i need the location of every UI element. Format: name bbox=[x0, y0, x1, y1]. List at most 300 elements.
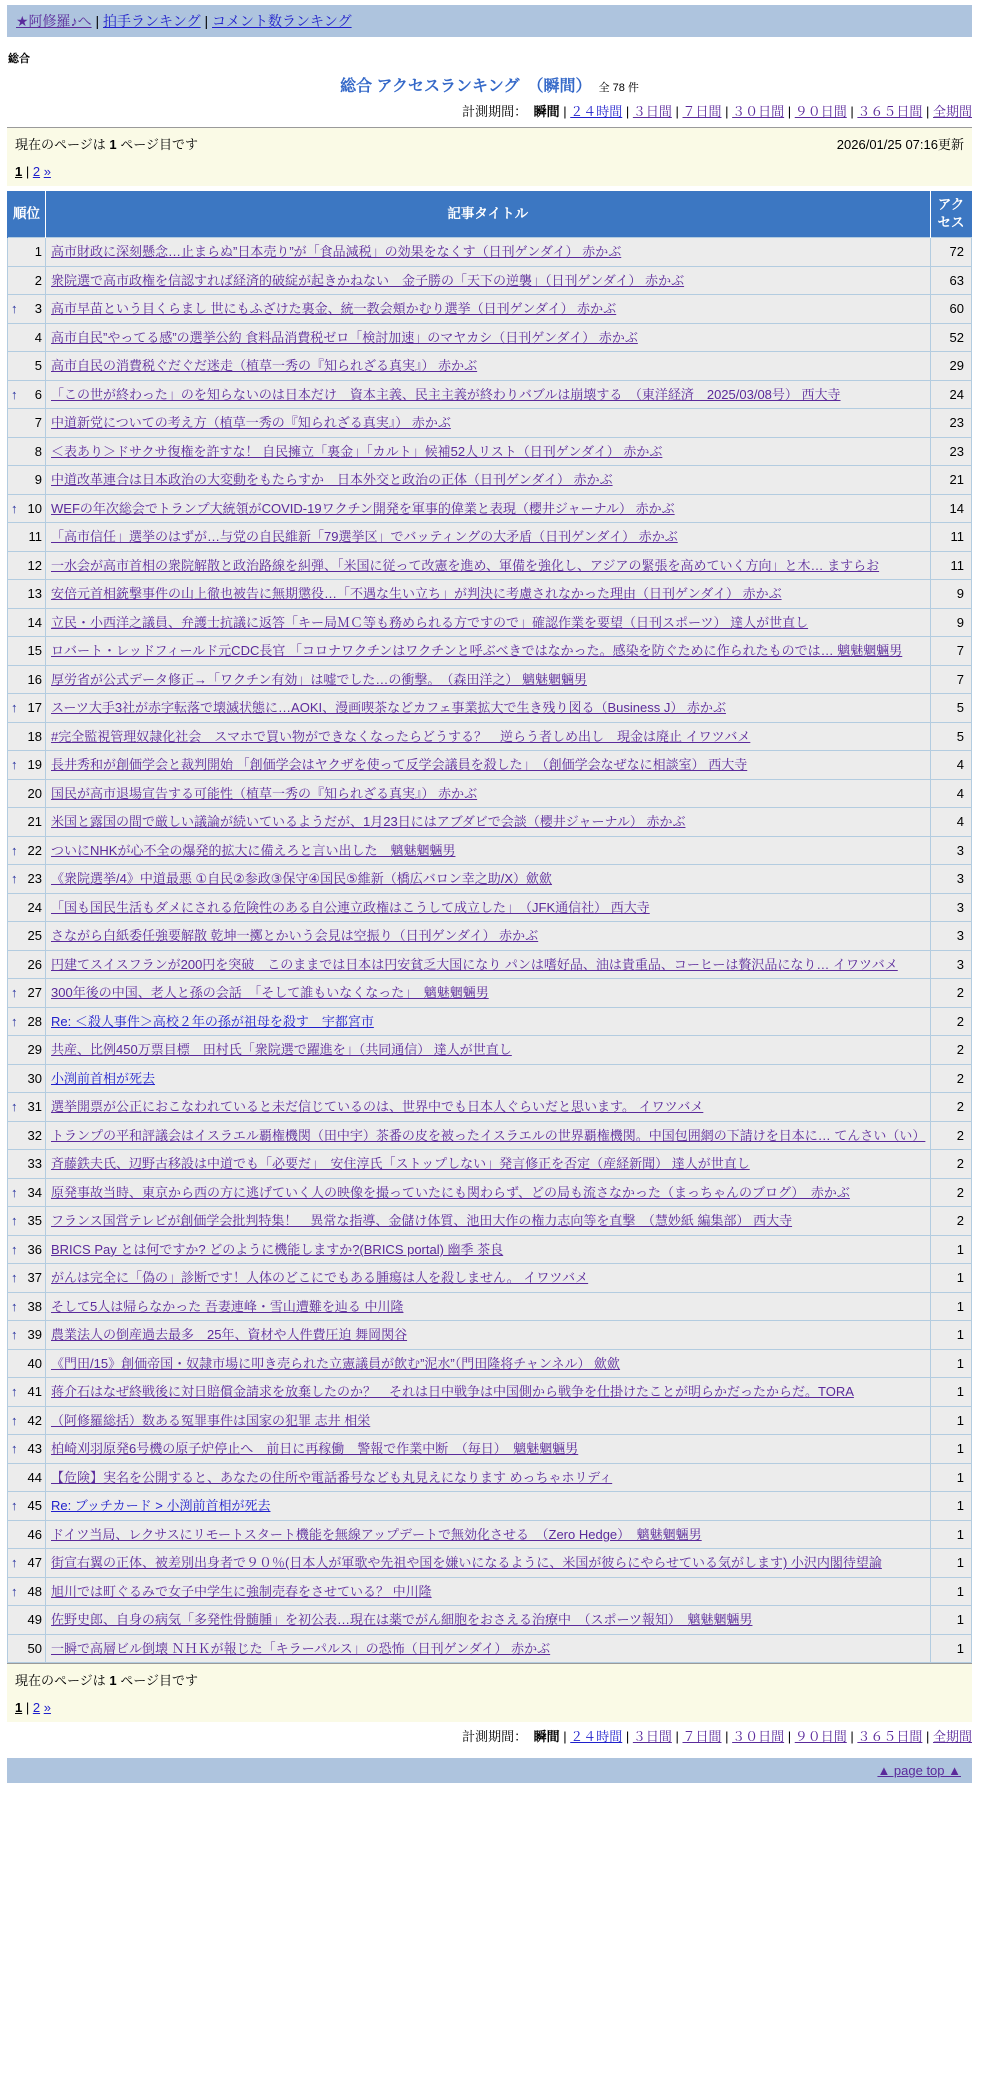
pagination bbox=[15, 164, 964, 179]
rank-cell bbox=[8, 808, 46, 837]
rank-cell bbox=[8, 1264, 46, 1293]
access-count: 1 bbox=[930, 1634, 972, 1663]
access-count: 1 bbox=[930, 1549, 972, 1578]
article-link[interactable]: 一水会が高市首相の衆院解散と政治路線を糾弾、「米国に従って改憲を進め、軍備を強化し、アジアの緊張を高めていく方向」と木… ますらお bbox=[51, 557, 880, 573]
rank-number: 27 bbox=[27, 985, 42, 1001]
separator: | bbox=[671, 1729, 683, 1745]
rank-number: 36 bbox=[27, 1241, 42, 1257]
rank-number: 11 bbox=[28, 529, 42, 545]
rank-cell bbox=[8, 865, 46, 894]
article-link[interactable]: 《衆院選挙/4》中道最悪 ①自民②参政③保守④国民⑤維新（橋広バロン幸之助/X）歛歛 bbox=[51, 871, 553, 887]
rank-wrap bbox=[11, 1468, 42, 1488]
rank-number: 26 bbox=[27, 956, 42, 972]
access-count: 29 bbox=[930, 352, 972, 381]
rank-cell bbox=[8, 1520, 46, 1549]
article-link[interactable]: 「高市信任」選挙のはずが…与党の自民維新「79選挙区」でバッティングの大矛盾（日刊ゲンダイ） 赤かぶ bbox=[51, 529, 678, 545]
separator: | bbox=[784, 1729, 795, 1745]
article-link[interactable]: 旭川では町ぐるみで女子中学生に強制売春をさせている？ 中川隆 bbox=[51, 1583, 432, 1599]
separator: | bbox=[200, 13, 212, 29]
up-arrow-icon: ↑ bbox=[11, 1213, 18, 1229]
article-link[interactable]: トランプの平和評議会はイスラエル覇権機関（田中宇）茶番の皮を被ったイスラエルの世界覇権機関。中国包囲網の下請けを日本に… てんさい（い） bbox=[51, 1127, 926, 1143]
rank-cell bbox=[8, 437, 46, 466]
article-link[interactable]: BRICS Pay とは何ですか? どのように機能しますか?(BRICS portal) 幽季 茶良 bbox=[51, 1241, 504, 1257]
article-link[interactable]: 長井秀和が創価学会と裁判開始 「創価学会はヤクザを使って反学会議員を殺した」 （創価学会なぜなに相談室） 西大寺 bbox=[51, 757, 748, 773]
period-link-2[interactable]: ３日間 bbox=[632, 1729, 672, 1745]
article-link[interactable]: #完全監視管理奴隷化社会 スマホで買い物ができなくなったらどうする？ 逆らう者しめ出し 現金は廃止 イワツバメ bbox=[51, 728, 751, 744]
access-count: 1 bbox=[930, 1321, 972, 1350]
table-row bbox=[8, 722, 972, 751]
article-title-cell bbox=[46, 779, 931, 808]
separator: | bbox=[559, 104, 571, 119]
separator: | bbox=[22, 1700, 33, 1716]
rank-cell bbox=[8, 1492, 46, 1521]
up-arrow-icon: ↑ bbox=[11, 985, 18, 1001]
article-link[interactable]: さながら白紙委任強要解散 乾坤一擲とかいう会見は空振り（日刊ゲンダイ） 赤かぶ bbox=[51, 928, 539, 944]
rank-cell bbox=[8, 665, 46, 694]
article-title-cell bbox=[46, 323, 931, 352]
access-count: 63 bbox=[930, 266, 972, 295]
bottom-bar bbox=[7, 1758, 972, 1783]
pagination-next[interactable]: » bbox=[43, 164, 51, 179]
table-row bbox=[8, 1007, 972, 1036]
article-title-cell bbox=[46, 551, 931, 580]
article-link[interactable]: 高市財政に深刻懸念…止まらぬ”日本売り”が「食品減税」の効果をなくす（日刊ゲンダイ） 赤かぶ bbox=[51, 244, 622, 260]
rank-number: 16 bbox=[27, 671, 42, 687]
article-title-cell bbox=[46, 466, 931, 495]
access-count: 1 bbox=[930, 1378, 972, 1407]
rank-number: 48 bbox=[27, 1583, 42, 1599]
rank-wrap bbox=[11, 242, 42, 262]
article-title-cell bbox=[46, 950, 931, 979]
table-row bbox=[8, 1093, 972, 1122]
article-title-cell bbox=[46, 751, 931, 780]
access-count: 21 bbox=[930, 466, 972, 495]
rank-cell bbox=[8, 1235, 46, 1264]
rank-cell bbox=[8, 1292, 46, 1321]
table-row bbox=[8, 637, 972, 666]
rank-wrap bbox=[11, 1240, 42, 1260]
article-title-cell bbox=[46, 409, 931, 438]
article-title-cell bbox=[46, 1292, 931, 1321]
article-link[interactable]: ドイツ当局、レクサスにリモートスタート機能を無線アップデートで無効化させる （Zero Hedge） 魑魅魍魎男 bbox=[51, 1526, 702, 1542]
article-title-cell bbox=[46, 1549, 931, 1578]
rank-cell bbox=[8, 1036, 46, 1065]
article-link[interactable]: Re: ブッチカード > 小渕前首相が死去 bbox=[51, 1498, 271, 1514]
rank-cell bbox=[8, 751, 46, 780]
article-link[interactable]: 高市自民”やってる感”の選挙公約 食料品消費税ゼロ「検討加速」のマヤカシ（日刊ゲンダイ） 赤かぶ bbox=[51, 329, 638, 345]
separator: | bbox=[559, 1729, 571, 1745]
up-arrow-icon: ↑ bbox=[11, 1270, 18, 1286]
period-link-3[interactable]: ７日間 bbox=[682, 104, 722, 119]
article-title-cell bbox=[46, 1520, 931, 1549]
rank-number: 1 bbox=[34, 244, 42, 260]
up-arrow-icon: ↑ bbox=[11, 1298, 18, 1314]
article-link[interactable]: 中道新党についての考え方（植草一秀の『知られざる真実』） 赤かぶ bbox=[51, 415, 451, 431]
rank-wrap bbox=[11, 955, 42, 975]
rank-wrap bbox=[11, 1211, 42, 1231]
table-row bbox=[8, 238, 972, 267]
rank-wrap bbox=[11, 1411, 42, 1431]
article-link[interactable]: ロバート・レッドフィールド元CDC長官 「コロナワクチンはワクチンと呼ぶべきではなかった。感染を防ぐために作られたものでは… 魑魅魍魎男 bbox=[51, 643, 903, 659]
table-row bbox=[8, 295, 972, 324]
article-title-cell bbox=[46, 1378, 931, 1407]
table-row bbox=[8, 551, 972, 580]
period-link-7[interactable]: 全期間 bbox=[932, 1729, 972, 1745]
access-count: 1 bbox=[930, 1492, 972, 1521]
access-count: 14 bbox=[930, 494, 972, 523]
rank-number: 2 bbox=[34, 272, 42, 288]
rank-number: 10 bbox=[27, 500, 42, 516]
article-title-cell bbox=[46, 1634, 931, 1663]
pagination-current-page: 1 bbox=[15, 1700, 23, 1716]
rank-cell bbox=[8, 1577, 46, 1606]
article-link[interactable]: 米国と露国の間で厳しい議論が続いているようだが、1月23日にはアブダビで会談（櫻井ジャーナル） 赤かぶ bbox=[51, 814, 686, 830]
article-link[interactable]: 立民・小西洋之議員、弁護士抗議に返答「キー局ＭＣ等も務められる方ですので」確認作業を要望（日刊スポーツ） 達人が世直し bbox=[51, 614, 809, 630]
rank-number: 23 bbox=[27, 871, 42, 887]
rank-wrap bbox=[11, 1382, 42, 1402]
up-arrow-icon: ↑ bbox=[11, 500, 18, 516]
access-count: 1 bbox=[930, 1577, 972, 1606]
article-link[interactable]: （阿修羅総括）数ある冤罪事件は国家の犯罪 志井 相栄 bbox=[51, 1412, 371, 1428]
rank-cell bbox=[8, 836, 46, 865]
article-title-cell bbox=[46, 1064, 931, 1093]
rank-number: 32 bbox=[27, 1127, 42, 1143]
table-row bbox=[8, 1435, 972, 1464]
up-arrow-icon: ↑ bbox=[11, 1099, 18, 1115]
article-link[interactable]: 「この世が終わった」のを知らないのは日本だけ 資本主義、民主主義が終わりバブルは崩壊する （東洋経済 2025/03/08号） 西大寺 bbox=[51, 386, 841, 402]
table-row bbox=[8, 1606, 972, 1635]
rank-cell bbox=[8, 608, 46, 637]
page-info-box-top bbox=[7, 127, 972, 186]
rank-wrap bbox=[11, 1325, 42, 1345]
nav-link-comment-ranking[interactable]: コメント数ランキング bbox=[212, 13, 352, 29]
rank-number: 46 bbox=[27, 1526, 42, 1542]
up-arrow-icon: ↑ bbox=[11, 1412, 18, 1428]
table-row bbox=[8, 1406, 972, 1435]
separator: | bbox=[721, 1729, 733, 1745]
article-link[interactable]: 小渕前首相が死去 bbox=[51, 1070, 156, 1086]
rank-wrap bbox=[11, 299, 42, 319]
separator: | bbox=[721, 104, 733, 119]
rank-number: 33 bbox=[27, 1156, 42, 1172]
pagination-next[interactable]: » bbox=[43, 1700, 51, 1716]
article-link[interactable]: そして5人は帰らなかった 吾妻連峰・雪山遭難を辿る 中川隆 bbox=[51, 1298, 404, 1314]
rank-number: 41 bbox=[27, 1384, 42, 1400]
article-title-cell bbox=[46, 523, 931, 552]
rank-cell bbox=[8, 266, 46, 295]
rank-wrap bbox=[11, 1069, 42, 1089]
article-link[interactable]: 街宣右翼の正体、被差別出身者で９０％(日本人が軍歌や先祖や国を嫌いになるように、米国が彼らにやらせている気がします) 小沢内閣待望論 bbox=[51, 1555, 882, 1571]
period-link-4[interactable]: ３０日間 bbox=[732, 1729, 785, 1745]
rank-wrap bbox=[11, 584, 42, 604]
article-link[interactable]: 国民が高市退場宣告する可能性（植草一秀の『知られざる真実』） 赤かぶ bbox=[51, 785, 478, 801]
article-link[interactable]: スーツ大手3社が赤字転落で壊滅状態に…AOKI、漫画喫茶などカフェ事業拡大で生き残り図る（Business J） 赤かぶ bbox=[51, 700, 726, 716]
rank-cell bbox=[8, 352, 46, 381]
access-count: 24 bbox=[930, 380, 972, 409]
rank-cell bbox=[8, 295, 46, 324]
article-link[interactable]: 【危険】実名を公開すると、あなたの住所や電話番号なども丸見えになります めっちゃホリディ bbox=[51, 1469, 613, 1485]
top-nav-bar bbox=[7, 5, 972, 37]
rank-number: 38 bbox=[27, 1298, 42, 1314]
article-link[interactable]: ＜表あり＞ドサクサ復権を許すな！ 自民擁立「裏金」「カルト」候補52人リスト（日刊ゲンダイ） 赤かぶ bbox=[51, 443, 663, 459]
ranking-table bbox=[7, 191, 972, 1663]
table-row bbox=[8, 808, 972, 837]
table-row bbox=[8, 1207, 972, 1236]
rank-number: 18 bbox=[27, 728, 42, 744]
article-link[interactable]: 《門田/15》創価帝国・奴隷市場に叩き売られた立憲議員が飲む”泥水”（門田隆将チャンネル） 歛歛 bbox=[51, 1355, 621, 1371]
rank-cell bbox=[8, 1321, 46, 1350]
period-label: 計測期間： bbox=[462, 1729, 534, 1745]
rank-cell bbox=[8, 979, 46, 1008]
rank-cell bbox=[8, 950, 46, 979]
page-info-box-bottom bbox=[7, 1663, 972, 1722]
rank-cell bbox=[8, 238, 46, 267]
article-title-cell bbox=[46, 1007, 931, 1036]
period-link-3[interactable]: ７日間 bbox=[682, 1729, 722, 1745]
nav-link-asyura-home[interactable]: ★阿修羅♪へ bbox=[16, 13, 92, 29]
article-title-cell bbox=[46, 380, 931, 409]
separator: | bbox=[846, 104, 858, 119]
rank-wrap bbox=[11, 442, 42, 462]
rank-number: 3 bbox=[34, 301, 42, 317]
article-link[interactable]: 300年後の中国、老人と孫の会話 「そして誰もいなくなった」 魑魅魍魎男 bbox=[51, 985, 489, 1001]
article-title-cell bbox=[46, 1235, 931, 1264]
article-link[interactable]: 「国も国民生活もダメにされる危険性のある自公連立政権はこうして成立した」 （JFK通信社） 西大寺 bbox=[51, 899, 650, 915]
article-link[interactable]: ついにNHKが心不全の爆発的拡大に備えろと言い出した 魑魅魍魎男 bbox=[51, 842, 456, 858]
article-link[interactable]: WEFの年次総会でトランプ大統領がCOVID-19ワクチン開発を軍事的偉業と表現（櫻井ジャーナル） 赤かぶ bbox=[51, 500, 675, 516]
table-row bbox=[8, 1634, 972, 1663]
up-arrow-icon: ↑ bbox=[11, 1013, 18, 1029]
period-link-1[interactable]: ２４時間 bbox=[570, 1729, 623, 1745]
access-count: 3 bbox=[930, 950, 972, 979]
up-arrow-icon: ↑ bbox=[11, 1441, 18, 1457]
article-link[interactable]: 斉藤鉄夫氏、辺野古移設は中道でも「必要だ」 安住淳氏「ストップしない」発言修正を否定（産経新聞） 達人が世直し bbox=[51, 1156, 750, 1172]
article-title-cell bbox=[46, 1150, 931, 1179]
article-link[interactable]: 共産、比例450万票目標 田村氏「衆院選で躍進を」（共同通信） 達人が世直し bbox=[51, 1042, 512, 1058]
article-link[interactable]: フランス国営テレビが創価学会批判特集！ 異常な指導、金儲け体質、池田大作の権力志向等を直撃 （慧妙紙 編集部） 西大寺 bbox=[51, 1213, 793, 1229]
article-link[interactable]: 安倍元首相銃撃事件の山上徹也被告に無期懲役…「不遇な生い立ち」が判決に考慮されなかった理由（日刊ゲンダイ） 赤かぶ bbox=[51, 586, 782, 602]
access-count: 5 bbox=[930, 722, 972, 751]
up-arrow-icon: ↑ bbox=[11, 700, 18, 716]
period-current: 瞬間 bbox=[533, 1729, 560, 1745]
access-count: 2 bbox=[930, 1093, 972, 1122]
period-link-4[interactable]: ３０日間 bbox=[732, 104, 785, 119]
article-link[interactable]: 原発事故当時、東京から西の方に逃げていく人の映像を撮っていたにも関わらず、どの局も流さなかった（まっちゃんのブログ） 赤かぶ bbox=[51, 1184, 850, 1200]
pagination-page-2[interactable]: 2 bbox=[32, 1700, 41, 1716]
rank-cell bbox=[8, 1378, 46, 1407]
access-count: 3 bbox=[930, 865, 972, 894]
rank-number: 28 bbox=[27, 1013, 42, 1029]
rank-number: 35 bbox=[27, 1213, 42, 1229]
period-link-7[interactable]: 全期間 bbox=[932, 104, 972, 119]
rank-cell bbox=[8, 637, 46, 666]
period-link-6[interactable]: ３６５日間 bbox=[857, 104, 923, 119]
period-current: 瞬間 bbox=[533, 104, 560, 119]
article-title-cell bbox=[46, 352, 931, 381]
up-arrow-icon: ↑ bbox=[11, 1327, 18, 1343]
rank-cell bbox=[8, 466, 46, 495]
current-page-text: 現在のページは 1 ページ目です bbox=[15, 137, 198, 152]
table-row bbox=[8, 1378, 972, 1407]
rank-wrap bbox=[11, 670, 42, 690]
article-title-cell bbox=[46, 922, 931, 951]
table-row bbox=[8, 1064, 972, 1093]
period-link-1[interactable]: ２４時間 bbox=[570, 104, 623, 119]
table-row bbox=[8, 352, 972, 381]
article-link[interactable]: 高市早苗という目くらまし 世にもふざけた裏金、統一教会頬かむり選挙（日刊ゲンダイ） 赤かぶ bbox=[51, 301, 617, 317]
article-link[interactable]: 選挙開票が公正におこなわれていると未だ信じているのは、世界中でも日本人ぐらいだと思います。 イワツバメ bbox=[51, 1099, 704, 1115]
article-link[interactable]: 一瞬で高層ビル倒壊 ＮＨＫが報じた「キラーパルス」の恐怖（日刊ゲンダイ） 赤かぶ bbox=[51, 1640, 551, 1656]
period-link-5[interactable]: ９０日間 bbox=[794, 104, 847, 119]
rank-cell bbox=[8, 1463, 46, 1492]
access-count: 2 bbox=[930, 1150, 972, 1179]
rank-cell bbox=[8, 1150, 46, 1179]
rank-number: 37 bbox=[27, 1270, 42, 1286]
article-title-cell bbox=[46, 694, 931, 723]
page-top-link[interactable]: ▲ page top ▲ bbox=[877, 1763, 961, 1779]
up-arrow-icon: ↑ bbox=[11, 842, 18, 858]
pagination-page-2[interactable]: 2 bbox=[32, 164, 41, 179]
access-count: 1 bbox=[930, 1606, 972, 1635]
table-row bbox=[8, 437, 972, 466]
article-title-cell bbox=[46, 1178, 931, 1207]
access-count: 52 bbox=[930, 323, 972, 352]
rank-cell bbox=[8, 1634, 46, 1663]
rank-wrap bbox=[11, 1639, 42, 1659]
rank-number: 12 bbox=[27, 557, 42, 573]
up-arrow-icon: ↑ bbox=[11, 871, 18, 887]
up-arrow-icon: ↑ bbox=[11, 1583, 18, 1599]
article-title-cell bbox=[46, 1492, 931, 1521]
rank-cell bbox=[8, 722, 46, 751]
rank-wrap bbox=[11, 898, 42, 918]
rank-wrap bbox=[11, 698, 42, 718]
rank-wrap bbox=[11, 1040, 42, 1060]
access-count: 7 bbox=[930, 665, 972, 694]
rank-number: 49 bbox=[27, 1612, 42, 1628]
rank-cell bbox=[8, 1406, 46, 1435]
article-link[interactable]: 厚労省が公式データ修正→「ワクチン有効」は嘘でした…の衝撃。 （森田洋之） 魑魅魍魎男 bbox=[51, 671, 587, 687]
article-title-cell bbox=[46, 1207, 931, 1236]
article-link[interactable]: 高市自民の消費税ぐだぐだ迷走（植草一秀の『知られざる真実』） 赤かぶ bbox=[51, 358, 478, 374]
article-title-cell bbox=[46, 1036, 931, 1065]
rank-number: 42 bbox=[27, 1412, 42, 1428]
rank-cell bbox=[8, 1064, 46, 1093]
article-link[interactable]: 円建てスイスフランが200円を突破 このままでは日本は円安貧乏大国になり パンは嗜好品、油は貴重品、コーヒーは贅沢品になり… イワツバメ bbox=[51, 956, 898, 972]
table-row bbox=[8, 836, 972, 865]
rank-cell bbox=[8, 1121, 46, 1150]
article-link[interactable]: 衆院選で高市政権を信認すれば経済的破綻が起きかねない 金子勝の「天下の逆襲」（日刊ゲンダイ） 赤かぶ bbox=[51, 272, 685, 288]
rank-number: 47 bbox=[27, 1555, 42, 1571]
rank-wrap bbox=[11, 1012, 42, 1032]
column-header-title: 記事タイトル bbox=[46, 191, 931, 238]
article-title-cell bbox=[46, 1321, 931, 1350]
column-header-access: アクセス bbox=[930, 191, 972, 238]
period-selector-bottom bbox=[7, 1726, 972, 1745]
rank-wrap bbox=[11, 385, 42, 405]
table-row bbox=[8, 893, 972, 922]
table-row bbox=[8, 466, 972, 495]
access-count: 1 bbox=[930, 1264, 972, 1293]
rank-cell bbox=[8, 580, 46, 609]
article-link[interactable]: 中道改革連合は日本政治の大変動をもたらすか 日本外交と政治の正体（日刊ゲンダイ） 赤かぶ bbox=[51, 472, 613, 488]
rank-wrap bbox=[11, 1297, 42, 1317]
access-count: 2 bbox=[930, 1007, 972, 1036]
article-title-cell bbox=[46, 865, 931, 894]
rank-wrap bbox=[11, 755, 42, 775]
article-title-cell bbox=[46, 580, 931, 609]
pagination-current-page: 1 bbox=[15, 164, 23, 179]
rank-number: 5 bbox=[34, 358, 42, 374]
article-link[interactable]: 農業法人の倒産過去最多 25年、資材や人件費圧迫 舞岡関谷 bbox=[51, 1327, 408, 1343]
article-title-cell bbox=[46, 722, 931, 751]
access-count: 11 bbox=[930, 551, 972, 580]
rank-number: 30 bbox=[27, 1070, 42, 1086]
rank-wrap bbox=[11, 527, 42, 547]
page-title bbox=[7, 73, 972, 96]
table-row bbox=[8, 1235, 972, 1264]
nav-link-clap-ranking[interactable]: 拍手ランキング bbox=[102, 13, 201, 29]
table-row bbox=[8, 665, 972, 694]
rank-cell bbox=[8, 694, 46, 723]
rank-wrap bbox=[11, 556, 42, 576]
period-link-5[interactable]: ９０日間 bbox=[794, 1729, 847, 1745]
article-link[interactable]: 柏崎刈羽原発6号機の原子炉停止へ 前日に再稼働 警報で作業中断 （毎日） 魑魅魍魎男 bbox=[51, 1441, 579, 1457]
access-count: 11 bbox=[930, 523, 972, 552]
article-title-cell bbox=[46, 1435, 931, 1464]
total-count: 全 78 件 bbox=[598, 82, 639, 94]
rank-wrap bbox=[11, 1268, 42, 1288]
separator: | bbox=[622, 104, 633, 119]
table-row bbox=[8, 409, 972, 438]
article-link[interactable]: がんは完全に「偽の」診断です！人体のどこにでもある腫瘍は人を殺しません。 イワツバメ bbox=[51, 1270, 589, 1286]
rank-number: 9 bbox=[34, 472, 42, 488]
access-count: 60 bbox=[930, 295, 972, 324]
rank-number: 17 bbox=[27, 700, 42, 716]
period-link-2[interactable]: ３日間 bbox=[632, 104, 672, 119]
access-count: 9 bbox=[930, 580, 972, 609]
rank-wrap bbox=[11, 1439, 42, 1459]
article-link[interactable]: Re: ＜殺人事件＞高校２年の孫が祖母を殺す 宇都宮市 bbox=[51, 1013, 374, 1029]
table-row bbox=[8, 1150, 972, 1179]
rank-wrap bbox=[11, 1154, 42, 1174]
table-row bbox=[8, 1036, 972, 1065]
table-row bbox=[8, 1577, 972, 1606]
table-row bbox=[8, 523, 972, 552]
separator: | bbox=[22, 164, 33, 179]
rank-cell bbox=[8, 1606, 46, 1635]
rank-cell bbox=[8, 494, 46, 523]
article-link[interactable]: 蒋介石はなぜ終戦後に対日賠償金請求を放棄したのか？ それは日中戦争は中国側から戦争を仕掛けたことが明らかだったからだ。TORA bbox=[51, 1384, 854, 1400]
access-count: 3 bbox=[930, 836, 972, 865]
article-link[interactable]: 佐野史郎、自身の病気「多発性骨髄腫」を初公表…現在は薬でがん細胞をおさえる治療中 （スポーツ報知） 魑魅魍魎男 bbox=[51, 1612, 753, 1628]
rank-number: 22 bbox=[27, 842, 42, 858]
rank-cell bbox=[8, 1349, 46, 1378]
rank-wrap bbox=[11, 1582, 42, 1602]
rank-wrap bbox=[11, 499, 42, 519]
rank-wrap bbox=[11, 1097, 42, 1117]
table-row bbox=[8, 779, 972, 808]
table-row bbox=[8, 580, 972, 609]
separator: | bbox=[922, 1729, 933, 1745]
access-count: 2 bbox=[930, 1121, 972, 1150]
access-count: 1 bbox=[930, 1520, 972, 1549]
period-link-6[interactable]: ３６５日間 bbox=[857, 1729, 923, 1745]
access-count: 2 bbox=[930, 979, 972, 1008]
table-row bbox=[8, 1520, 972, 1549]
rank-wrap bbox=[11, 1553, 42, 1573]
rank-cell bbox=[8, 922, 46, 951]
